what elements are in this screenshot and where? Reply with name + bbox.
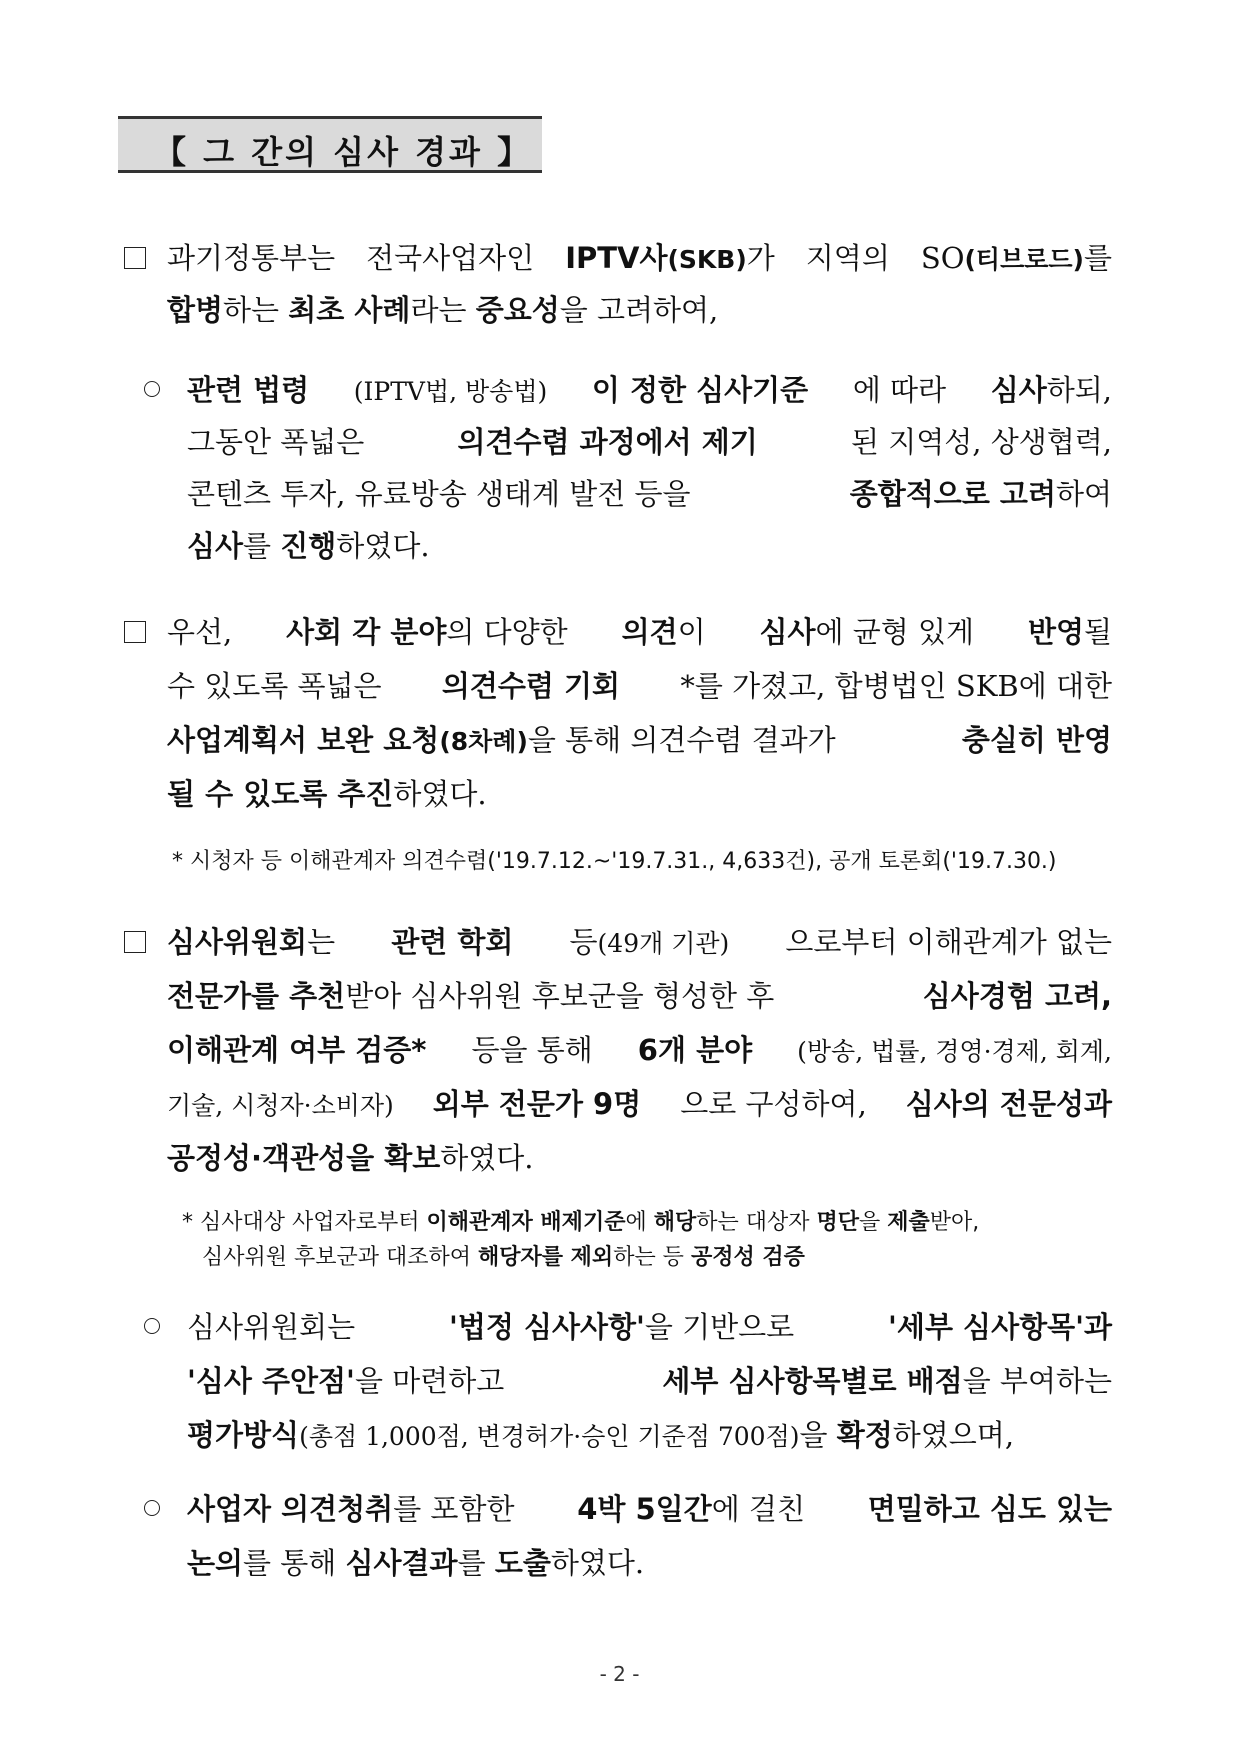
section3-footnote-line1: * 심사대상 사업자로부터 이해관계자 배제기준에 해당하는 대상자 명단을 제출받아, [182, 1210, 980, 1235]
section2-line4: 될 수 있도록 추진하였다. [167, 777, 487, 811]
section-title: 【 그 간의 심사 경과 】 [154, 133, 533, 171]
page-number: - 2 - [599, 1662, 640, 1686]
bullet1-line2: 그동안 폭넓은 의견수렴 과정에서 제기 된 지역성, 상생협력, [187, 425, 1112, 459]
section3-line5: 공정성·객관성을 확보하였다. [167, 1141, 534, 1175]
bullet1-line1: 관련 법령 (IPTV법, 방송법) 이 정한 심사기준 에 따라 심사하되, [187, 373, 1112, 407]
bullet2-line1: 심사위원회는 '법정 심사사항'을 기반으로 '세부 심사항목'과 [187, 1310, 1112, 1344]
section1-line1: 과기정통부는 전국사업자인 IPTV사(SKB)가 지역의 SO(티브로드)를 [167, 241, 1112, 275]
bullet3-line1: 사업자 의견청취를 포함한 4박 5일간에 걸친 면밀하고 심도 있는 [187, 1492, 1112, 1526]
circle-bullet-icon [144, 381, 160, 397]
section2-line2: 수 있도록 폭넓은 의견수렴 기회 *를 가졌고, 합병법인 SKB에 대한 [167, 669, 1112, 703]
checkbox-square-icon [124, 621, 146, 643]
circle-bullet-icon [144, 1318, 160, 1334]
bullet1-line3: 콘텐츠 투자, 유료방송 생태계 발전 등을 종합적으로 고려하여 [187, 477, 1112, 511]
bullet3-line2: 논의를 통해 심사결과를 도출하였다. [187, 1546, 645, 1580]
section2-line3: 사업계획서 보완 요청(8차례)을 통해 의견수렴 결과가 충실히 반영 [167, 723, 1112, 757]
checkbox-square-icon [124, 247, 146, 269]
section3-line2: 전문가를 추천받아 심사위원 후보군을 형성한 후 심사경험 고려, [167, 979, 1112, 1013]
section3-line1: 심사위원회는 관련 학회 등(49개 기관) 으로부터 이해관계가 없는 [167, 925, 1112, 959]
section-title-box [118, 116, 542, 173]
section2-footnote: * 시청자 등 이해관계자 의견수렴('19.7.12.~'19.7.31., 4,633건), 공개 토론회('19.7.30.) [172, 849, 1057, 874]
section3-footnote-line2: 심사위원 후보군과 대조하여 해당자를 제외하는 등 공정성 검증 [202, 1245, 805, 1270]
bullet2-line3: 평가방식(총점 1,000점, 변경허가·승인 기준점 700점)을 확정하였으며, [187, 1418, 1015, 1452]
bullet2-line2: '심사 주안점'을 마련하고 세부 심사항목별로 배점을 부여하는 [187, 1364, 1112, 1398]
bullet1-line4: 심사를 진행하였다. [187, 529, 430, 563]
section1-line2: 합병하는 최초 사례라는 중요성을 고려하여, [167, 293, 719, 327]
section2-line1: 우선, 사회 각 분야의 다양한 의견이 심사에 균형 있게 반영될 [167, 615, 1112, 649]
circle-bullet-icon [144, 1500, 160, 1516]
section3-line4: 기술, 시청자·소비자) 외부 전문가 9명 으로 구성하여, 심사의 전문성과 [167, 1087, 1112, 1121]
checkbox-square-icon [124, 931, 146, 953]
section3-line3: 이해관계 여부 검증* 등을 통해 6개 분야 (방송, 법률, 경영·경제, 회계, [167, 1033, 1112, 1067]
